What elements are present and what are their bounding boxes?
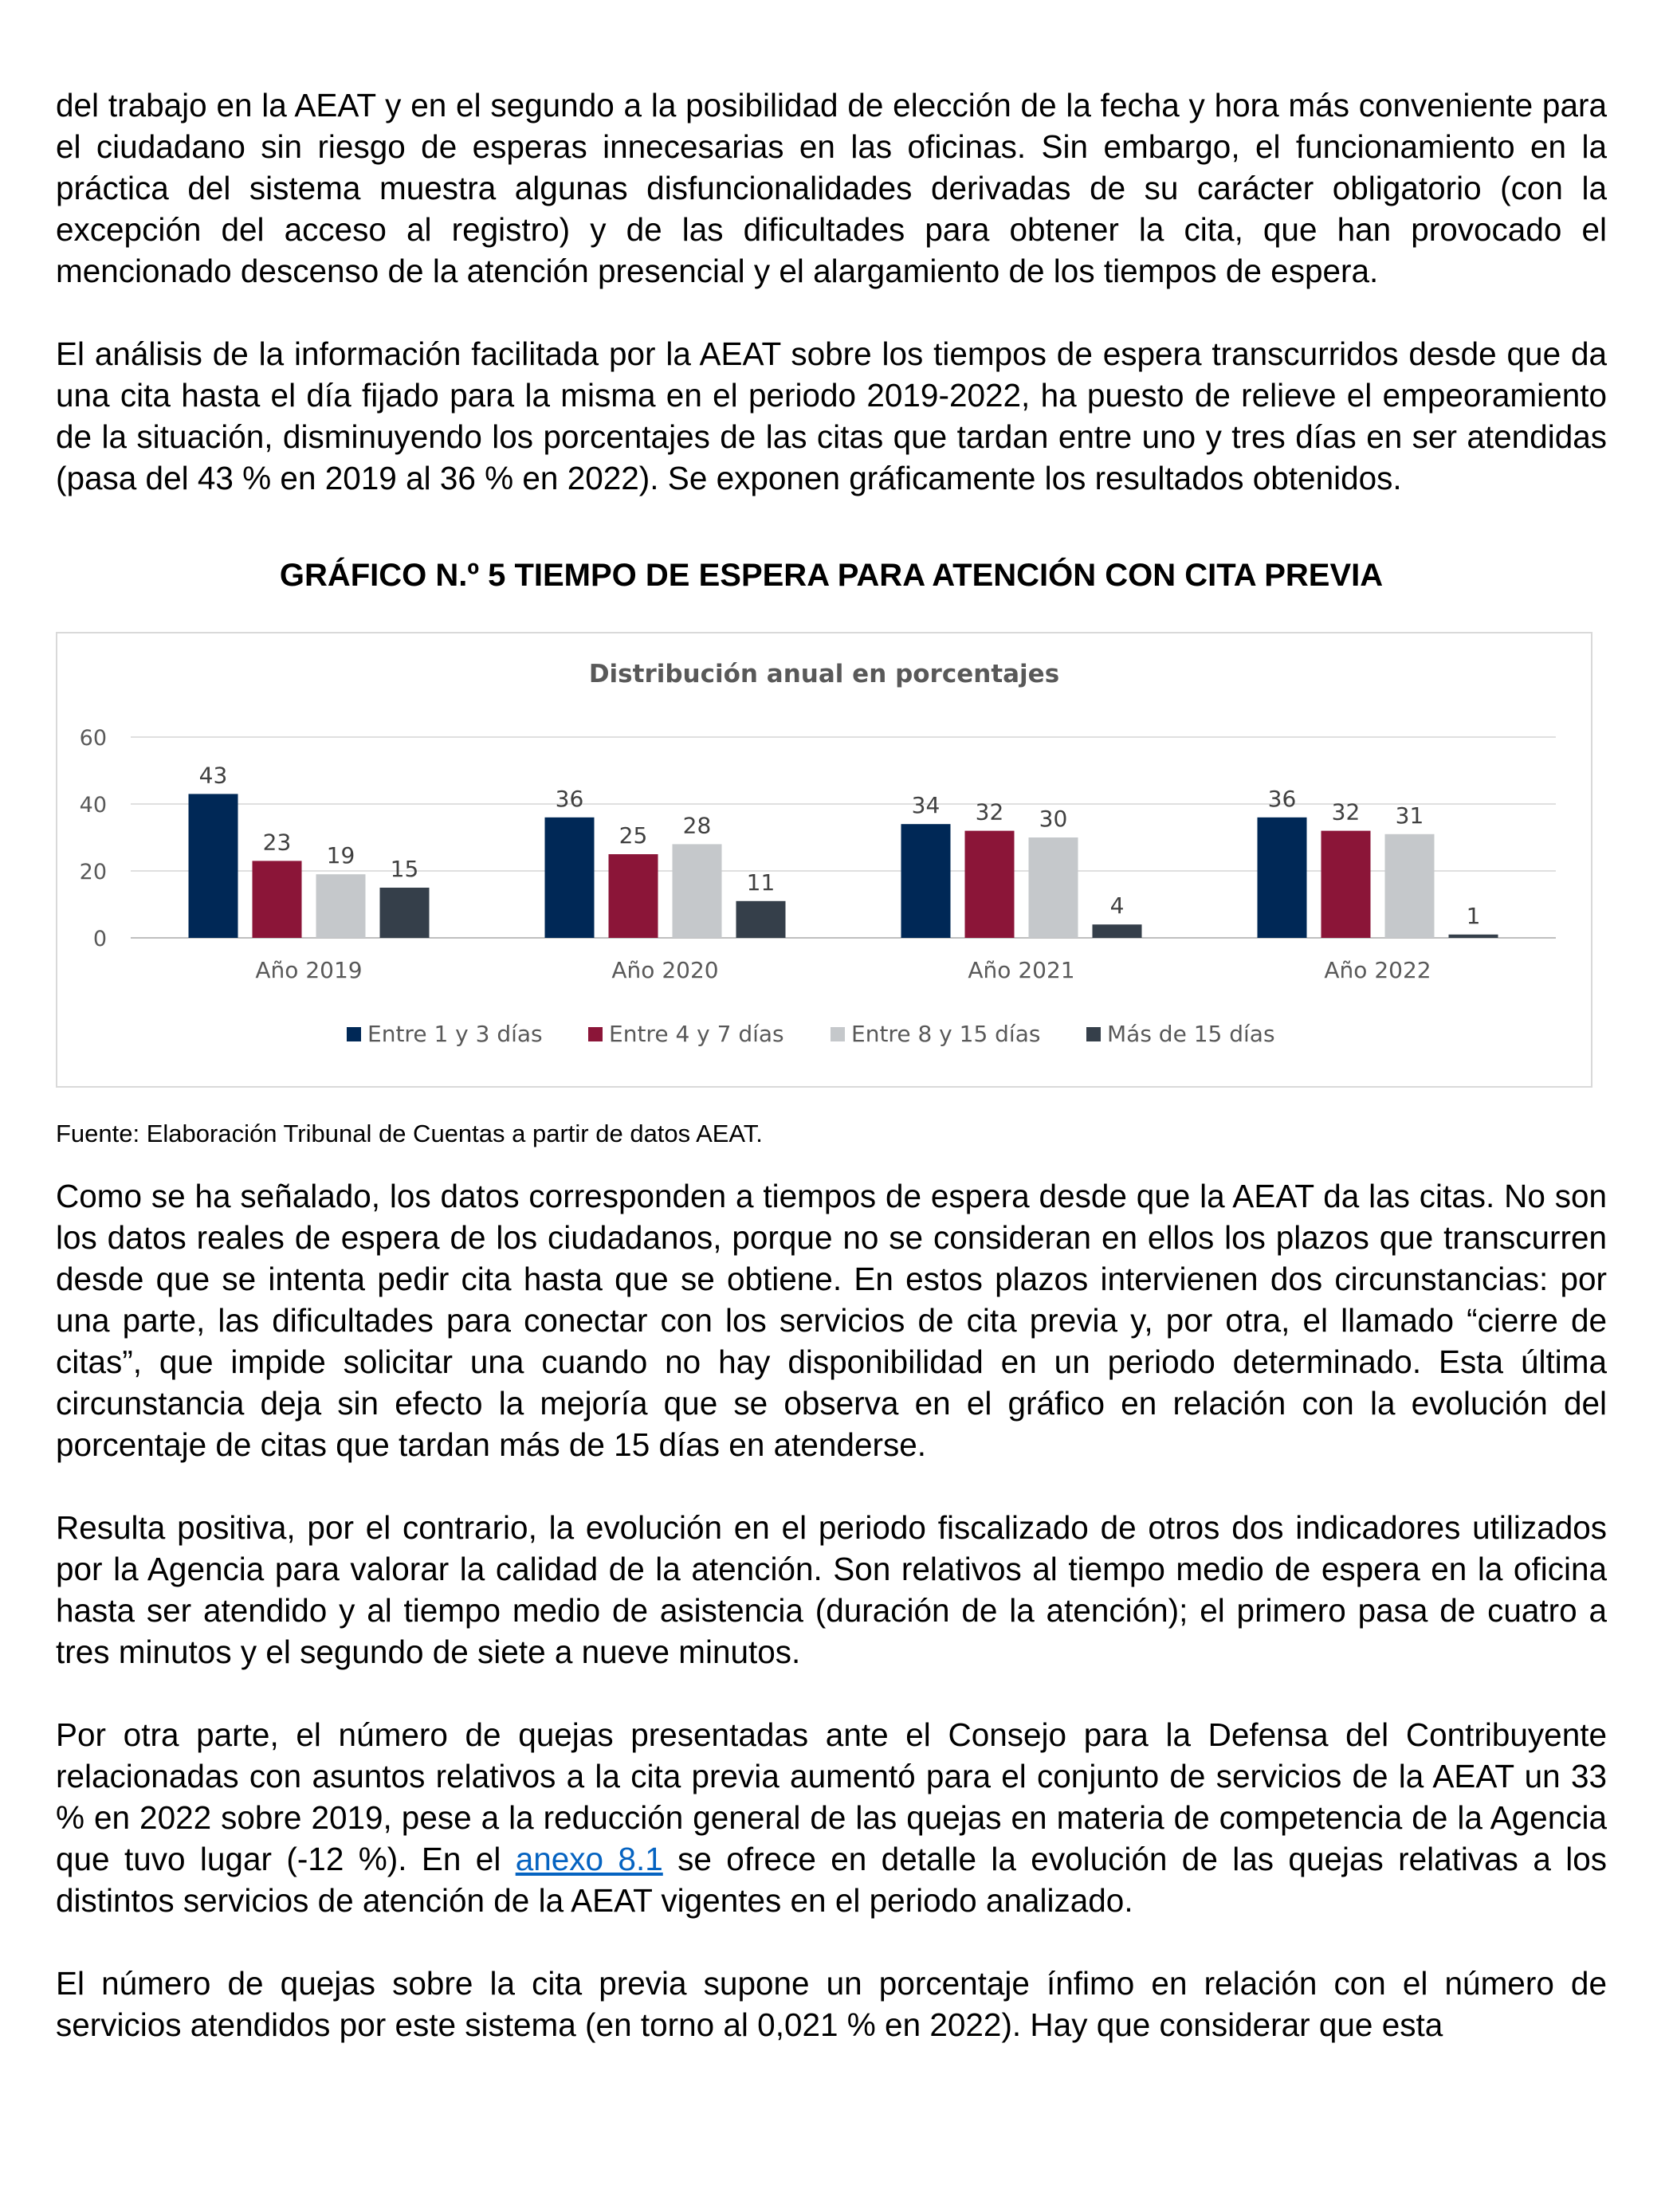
bar xyxy=(316,874,366,938)
legend-label: Entre 8 y 15 días xyxy=(851,1021,1041,1047)
bar xyxy=(609,854,658,938)
legend-swatch xyxy=(831,1027,845,1041)
paragraph-1: del trabajo en la AEAT y en el segundo a la posibilidad de elección de la fecha y hora más conveniente para el ciudadano sin riesgo de esperas innecesarias en las oficinas. Sin embargo, el funcionamiento en la práctica del sistema muestra algunas disfuncionalidades derivadas de su carácter obligatorio (con la excepción del acceso al registro) y de las dificultades para obtener la cita, que han provocado el mencionado descenso de la atención presencial y el alargamiento de los tiempos de espera. xyxy=(56,87,1607,289)
paragraph-4: Resulta positiva, por el contrario, la evolución en el periodo fiscalizado de otros dos indicadores utilizados por la Agencia para valorar la calidad de la atención. Son relativos al tiempo medio de espera en la oficina hasta ser atendido y al tiempo medio de asistencia (duración de la atención); el primero pasa de cuatro a tres minutos y el segundo de siete a nueve minutos. xyxy=(56,1509,1607,1670)
legend-label: Entre 4 y 7 días xyxy=(609,1021,784,1047)
data-label: 15 xyxy=(390,856,419,882)
data-label: 23 xyxy=(262,829,292,856)
bar xyxy=(673,844,722,938)
bar xyxy=(1258,818,1307,938)
data-label: 30 xyxy=(1039,806,1068,832)
bar xyxy=(965,831,1015,938)
y-tick-label: 60 xyxy=(79,726,107,751)
paragraph-5-text-after: se ofrece en detalle la evolución de las quejas relativas a los distintos servicios de atención de la AEAT vigentes en el periodo analizado. xyxy=(56,1841,1607,1919)
chart-container xyxy=(56,632,1592,1088)
paragraph-5-text-before: Por otra parte, el número de quejas presentadas ante el Consejo para la Defensa del Contribuyente relacionadas con asuntos relativos a la cita previa aumentó para el conjunto de servicios de la AEAT un 33 % en 2022 sobre 2019, pese a la reducción general de las quejas en materia de competencia de la Agencia que tuvo lugar (-12 %). En el xyxy=(56,1716,1607,1877)
bar xyxy=(380,888,430,938)
x-tick-label: Año 2021 xyxy=(968,957,1075,983)
y-tick-label: 20 xyxy=(79,860,107,884)
bar xyxy=(901,824,951,938)
data-label: 32 xyxy=(1331,798,1361,826)
paragraph-2: El análisis de la información facilitada por la AEAT sobre los tiempos de espera transcurridos desde que da una cita hasta el día fijado para la misma en el periodo 2019-2022, ha puesto de relieve el empeoramiento de la situación, disminuyendo los porcentajes de las citas que tardan entre uno y tres días en ser atendidas (pasa del 43 % en 2019 al 36 % en 2022). Se exponen gráficamente los resultados obtenidos. xyxy=(56,335,1607,496)
data-label: 4 xyxy=(1109,892,1125,920)
paragraph-5 xyxy=(56,1714,1607,1921)
data-label: 11 xyxy=(746,869,776,896)
legend-label: Más de 15 días xyxy=(1107,1021,1275,1047)
x-tick-label: Año 2020 xyxy=(611,957,719,983)
bar xyxy=(1449,935,1498,938)
data-label: 36 xyxy=(1267,785,1297,812)
annex-link[interactable]: anexo 8.1 xyxy=(515,1841,663,1877)
data-label: 31 xyxy=(1395,802,1424,829)
bar xyxy=(736,901,786,938)
data-label: 19 xyxy=(326,842,355,869)
bar xyxy=(253,861,302,938)
data-label: 34 xyxy=(911,792,941,819)
x-tick-label: Año 2022 xyxy=(1324,957,1431,983)
paragraph-3: Como se ha señalado, los datos corresponden a tiempos de espera desde que la AEAT da las citas. No son los datos reales de espera de los ciudadanos, porque no se consideran en ellos los plazos que transcurren desde que se intenta pedir cita hasta que se obtiene. En estos plazos intervienen dos circunstancias: por una parte, las dificultades para conectar con los servicios de cita previa y, por otra, el llamado “cierre de citas”, que impide solicitar una cuando no hay disponibilidad en un periodo determinado. Esta última circunstancia deja sin efecto la mejoría que se observa en el gráfico en relación con la evolución del porcentaje de citas que tardan más de 15 días en atenderse. xyxy=(56,1178,1607,1463)
data-label: 25 xyxy=(619,822,648,849)
bar-chart xyxy=(57,633,1591,1086)
data-label: 36 xyxy=(555,785,584,812)
data-label: 32 xyxy=(975,798,1004,826)
legend-swatch xyxy=(347,1027,361,1041)
chart-title: Distribución anual en porcentajes xyxy=(588,660,1060,688)
document-page xyxy=(56,84,1607,2045)
bar xyxy=(1093,924,1142,938)
legend-swatch xyxy=(588,1027,603,1041)
data-label: 28 xyxy=(682,812,712,839)
figure-caption: GRÁFICO N.º 5 TIEMPO DE ESPERA PARA ATENCIÓN CON CITA PREVIA xyxy=(279,558,1384,593)
bar xyxy=(1385,834,1435,938)
bar xyxy=(189,794,238,938)
paragraph-6: El número de quejas sobre la cita previa supone un porcentaje ínfimo en relación con el número de servicios atendidos por este sistema (en torno al 0,021 % en 2022). Hay que considerar que esta xyxy=(56,1965,1607,2043)
y-tick-label: 0 xyxy=(92,927,107,951)
bar xyxy=(1029,837,1078,938)
x-tick-label: Año 2019 xyxy=(255,957,363,983)
data-label: 43 xyxy=(198,762,228,789)
legend-label: Entre 1 y 3 días xyxy=(367,1021,543,1047)
bar xyxy=(545,818,595,938)
bar xyxy=(1321,831,1371,938)
y-tick-label: 40 xyxy=(79,793,107,818)
source-note: Fuente: Elaboración Tribunal de Cuentas a partir de datos AEAT. xyxy=(56,1120,763,1147)
data-label: 1 xyxy=(1466,902,1481,929)
legend-swatch xyxy=(1086,1027,1101,1041)
